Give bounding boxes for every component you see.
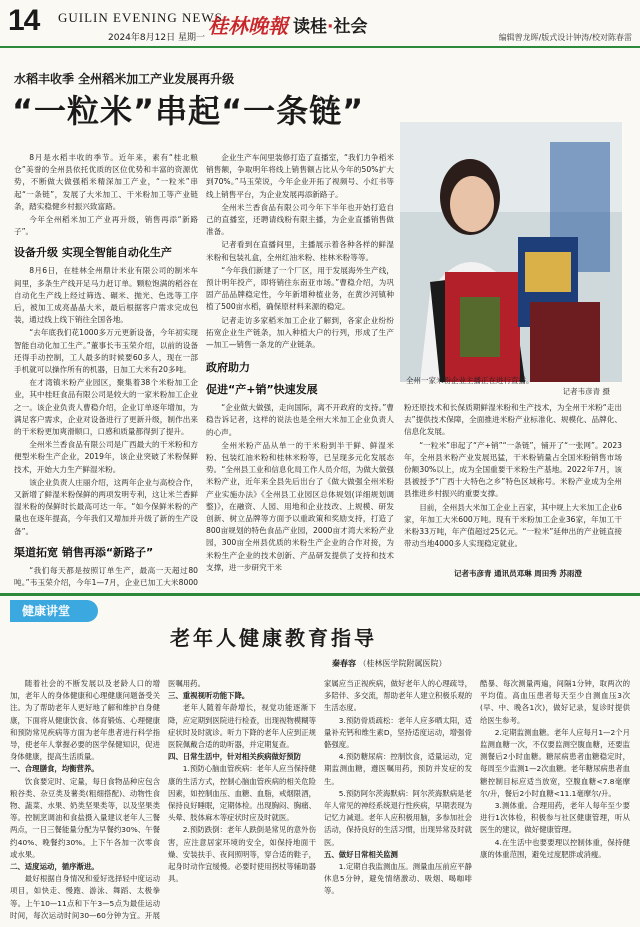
paragraph: 2.预防跌倒：老年人跌倒是常见的意外伤害，应注意居家环境的安全，如保持地面干燥、安装扶手、夜间照明等，穿合适的鞋子，起身时动作宜缓慢。必要时使用拐杖等辅助器具。 [168,825,316,884]
paragraph: 全州米兰香食品有限公司今年下半年也开始打造自己的直播室，还聘请线粉有限主播，为企业直播销售做准备。 [206,202,394,237]
health-column-2 [168,678,316,923]
subheading: 设备升级 实现全智能自动化生产 [14,246,172,260]
photo-caption [406,375,622,397]
paragraph: 5.预防阿尔茨海默病：阿尔茨海默病是老年人常见的神经系统退行性疾病，早期表现为记忆力减退。老年人应积极用脑，多参加社会活动，保持良好的生活习惯，出现异常及时就医。 [324,788,472,847]
subheading: 一、合理膳食，均衡营养。 [10,764,99,774]
paragraph: 今年全州稻米加工产业再升级，销售再添“新路子”。 [14,215,198,237]
article-column-3 [404,402,622,564]
paragraph: 2.定期监测血糖。老年人应每月1—2个月监测血糖一次，不仅要监测空腹血糖，还要监测餐后2小时血糖。糖尿病患者血糖稳定时，每周至少监测1—2次血糖。老年糖尿病患者血糖控制目标应适当放宽，空腹血糖<7.8毫摩尔/升，餐后2小时血糖<11.1毫摩尔/升。 [480,727,630,798]
article-byline: 记者韦彦青 通讯员邓琳 周田秀 苏雨澄 [454,569,582,578]
section-title-b: 社会 [333,17,368,37]
paragraph: 企业生产车间里装修打造了直播室，“我们力争稻米销售额，争取明年将线上销售额占比从今年的50%扩大到70%。”马玉荣说，今年企业开拓了视频号、小红书等线上销售平台，为企业发展再添新路子。 [206,153,394,199]
brand-logo: 桂林晚報 [208,14,288,38]
paragraph: 3.测体重。合理用药，老年人每年至少要进行1次体检，积极参与社区健康管理，听从医生的建议，做好健康管理。 [480,801,630,835]
paragraph: 粉还原技术和长保质期鲜湿米粉和生产技术，为全州干米粉“走出去”提供技术保障，全面推进米粉产业标准化、规模化、品牌化、信息化发展。 [404,403,622,437]
paragraph: 老年人随着年龄增长，视觉功能逐渐下降，应定期到医院进行检查，出现视物模糊等症状时及时就诊。听力下降的老年人应到正规医院佩戴合适的助听器，并定期复查。 [168,703,316,750]
author-name: 秦春容 [332,659,356,668]
health-column-tag: 健康讲堂 [10,600,98,622]
subheading: 促进“产+销”快速发展 [206,383,318,397]
paragraph: 随着社会的不断发展以及老龄人口的增加，老年人的身体健康和心理健康问题备受关注。为了帮助老年人更好地了解和维护自身健康，下面将从健康饮食、体育锻炼、心理健康和预防常见疾病等方面为老年患者进行科学指导，使老年人掌握必要的医学保健知识，促进身体健康，提高生活质量。 [10,679,160,762]
page-number: 14 [8,4,40,37]
livestream-photo [400,122,622,382]
article-column-1 [14,152,198,590]
health-column-1 [10,678,160,923]
health-author [332,658,447,669]
paragraph: 全州米粉产品从单一的干米粉到半干鲜、鲜湿米粉、包装红油米粉和桂林米粉等，已呈现多元化发展态势。“全州县工业和信息化局工作人员介绍，为做大做强米粉产业，近年来全县先后出台了《做大做强全州米粉产业实施办法》《全州县工业园区总体规划(详细规划调整)》，在融资、人园、用地和企业技改、上规模、研发创新、树立品牌等方面予以重政策和奖励支持，打造了800亩规划的特色食品产业园，2000亩才湾大米粉产业园，300亩全州县优质的米粉生产企业的合作对接，为米粉生产企业的技术创新、产品研发提供了支持和技术支撑，进一步研究干米 [206,440,394,572]
paragraph: 目前，全州县大米加工企业上百家，其中规上大米加工企业6家，年加工大米600万吨。现有干米粉加工企业36家，年加工干米粉33万吨，年产值超过25亿元。“一粒米”延伸出的产业链直接带动当地4000多人实现稳定就业。 [404,502,622,549]
paragraph: 4.预防糖尿病：控制饮食，适量运动，定期监测血糖，遵医嘱用药，预防并发症的发生。 [324,752,472,786]
paragraph: 4.在生活中也要要理以控制体重，保持健康的体重范围，避免过度肥胖或消瘦。 [480,837,630,859]
author-unit: （桂林医学院附属医院） [358,659,447,668]
paragraph: 酷暴、每次测量两遍，间隔1分钟，取两次的平均值。高血压患者每天至少自测血压3次(早、中、晚各1次)，做好记录，复诊时提供给医生参考。 [480,679,630,725]
paragraph: 全州米兰香食品有限公司是广西最大的干米粉和方便型米粉生产企业，2019年，该企业突破了米粉保鲜技术，开始大力生产鲜湿米粉。 [14,440,198,474]
subheading: 渠道拓宽 销售再添“新路子” [14,545,154,559]
paragraph: “一粒米”串起了“产+销”“一条链”，铺开了“一张网”。2023年，全州县米粉产业发展迅猛，干米粉销量占全国米粉销售市场份额30%以上，成为全国重要干米粉生产基地。2022年7月，该县被授予“广西十大特色之乡”特色区域称号。米粉产业成为全州县推进乡村振兴的重要支撑。 [404,440,622,499]
subheading: 四、日常生活中，针对相关疾病做好预防 [168,752,302,762]
paragraph: “今年我们新建了一个厂区，用于发展海外生产线，预计明年投产，即将销往东南亚市场。”曹稳介绍，为巩固产品品牌稳定性，今年新增种植业务，在黄沙河镇种植了500亩水稻，确保原材料来源的稳定。 [206,265,394,312]
photo-credit: 记者韦彦青 摄 [562,387,610,396]
paragraph: 3.预防骨质疏松：老年人应多晒太阳，适量补充钙和维生素D，坚持适度运动，增强骨骼强度。 [324,715,472,750]
paragraph: “去年底我们花1000多万元更新设备，今年初实现智能自动化加工生产。”董事长韦玉荣介绍，以前的设备还得手动控制，工人最多的时候要60多人，现在一部手机就可以操作所有的机器，日加工大米有20多吨。 [14,328,198,375]
article-kicker: 水稻丰收季 全州稻米加工产业发展再升级 [14,72,235,86]
caption-text: 全州一家米粉企业主播正在进行直播。 [406,376,534,385]
issue-date: 2024年8月12日 星期一 [108,33,205,43]
paper-name: GUILIN EVENING NEWS [58,10,223,25]
paragraph: 记者走访多家稻米加工企业了解到，各家企业纷纷拓宽企业生产链条，加入种植大户的行列，形成了生产—加工—销售一条龙的产业链条。 [206,315,394,350]
section-title [293,12,367,37]
subheading: 五、做好日常相关监测 [324,849,398,859]
health-column-4 [480,678,630,923]
subheading: 三、重视视听功能下降。 [168,691,250,701]
health-title: 老年人健康教育指导 [170,626,377,650]
section-divider [0,593,640,596]
paragraph: 医嘱用药。 [168,679,205,688]
health-column-3 [324,678,472,923]
paragraph: 在才湾镇米粉产业园区，聚集着38个米粉加工企业，其中桂旺食品有限公司是较大的一家米粉加工企业之一。该企业负责人曹稳介绍，企业订单逐年增加，为满足客户需求，企业对设备进行了更新升级，制作出来的干米粉更加爽滑顺口，口感和质量都得到了提升。 [14,378,198,437]
page-header [0,0,640,48]
paragraph: “我们每天都是按照订单生产，最高一天超过80吨。”韦玉荣介绍，今年1—7月，企业已加工大米8000 [14,565,198,588]
paragraph: 8月是水稻丰收的季节。近年来，素有“桂北粮仓”美誉的全州县依托优质的区位优势和丰富的资源优势，不断做大做强稻米精深加工产业，“一粒米”串起“一条链”，发展了大米加工、干米粉加工等产业链条，踏实稳健乡村振兴致富路。 [14,153,198,211]
subheading: 二、适度运动，循序渐进。 [10,862,99,872]
paragraph: 1.定期自我监测血压。测量血压前应平静休息5分钟，避免情绪激动、吸烟、喝咖啡等。 [324,862,472,896]
paragraph: “企业做大做强，走向国际，离不开政府的支持。”曹稳告诉记者，这样的说法也是全州大米加工企业负责人的心声。 [206,403,394,437]
article-headline: “一粒米”串起“一条链” [12,92,365,130]
section-title-a: 读桂 [293,17,327,37]
paragraph: 1.预防心脑血管疾病：老年人应当保持健康的生活方式，控制心脑血管疾病的相关危险因素，如控制血压、血糖、血脂，戒烟限酒，保持良好睡眠，定期体检。出现胸闷、胸痛、头晕、肢体麻木等症状时应及时就医。 [168,764,316,823]
paragraph: 8月6日，在桂林全州鼎计米业有限公司的制米车间里，多条生产线开足马力赶订单。颗粒饱满的稻谷在自动化生产线上经过筛选、碾米、抛光、色选等工序后，被加工成亮晶晶大米，最后根据客户需求完成包装，通过线上线下销往全国各地。 [14,266,198,325]
paragraph: 饮食要定时、定量，每日食物品种应包含粮谷类、杂豆类及薯类(粗细搭配)、动物性食物、蔬菜、水果、奶类坚果类等，以及坚果类等。控制烹调油和食盐摄入量建议老年人三餐两点，一日三餐能量分配为早餐约30%、午餐约40%、晚餐约30%。上下午各加一次零食或水果。 [10,776,160,859]
paragraph: 记者看到在直播间里，主播展示着各种各样的鲜湿米粉和包装礼盒，全州红油米粉、桂林米粉等等。 [206,240,394,262]
paragraph: 该企业负责人庄丽介绍，这两年企业与高校合作，又新增了鲜湿米粉保鲜的两项发明专利，这让米兰香鲜湿米粉的保鲜时长最高可达一年。“如今保鲜米粉的产量也在逐年提高，今年我们又增加并升级了新的生产设备”。 [14,477,198,536]
article-column-2 [206,152,394,590]
paragraph: 家属应当正视疾病，做好老年人的心理疏导，多陪伴、多交流，帮助老年人建立积极乐观的生活态度。 [324,679,472,713]
subheading: 政府助力 [206,361,250,375]
editor-credits: 编辑曾龙晖/版式设计钟涛/校对陈春雷 [498,33,632,42]
photo-illustration [400,122,622,382]
section-separator: · [327,17,334,37]
paragraph: 最好根据自身情况和爱好选择轻中度运动项目，如快走、慢跑、游泳、舞蹈、太极拳等。上午10—11点和下午3—5点为最佳运动时间，每次运动时间30—60分钟为宜。开展 [10,874,160,920]
